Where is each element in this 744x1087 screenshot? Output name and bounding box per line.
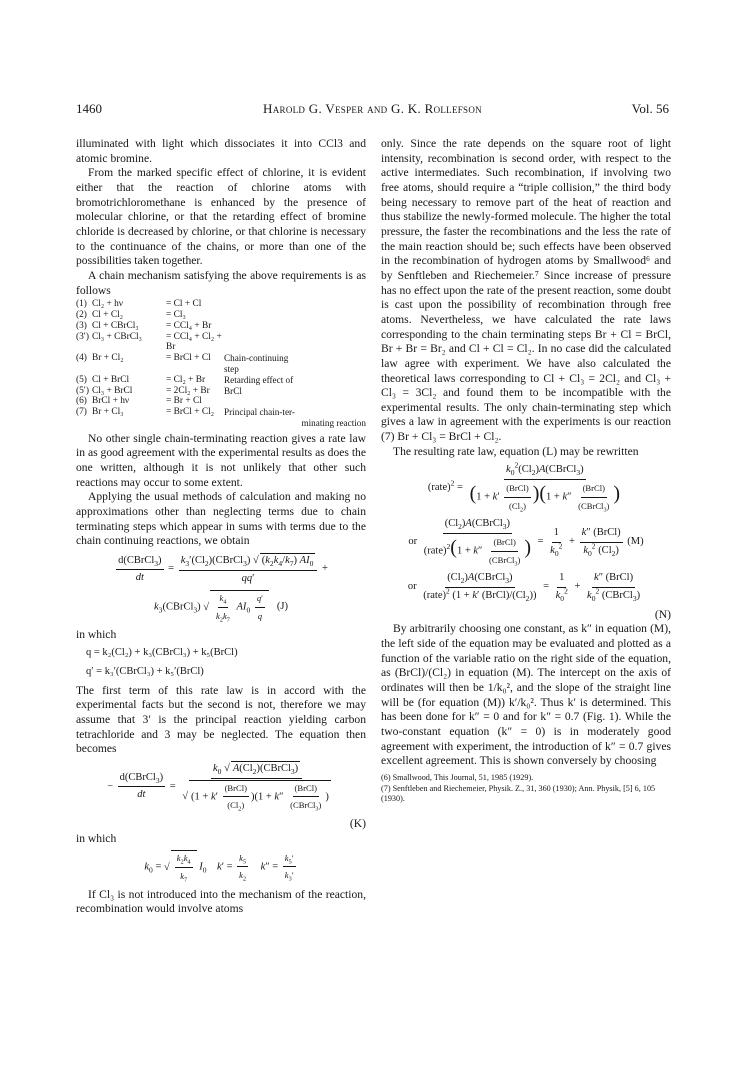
mechanism-note: minating reaction bbox=[301, 417, 366, 428]
mechanism-step: (3) Cl + CBrCl₃ = CCl₄ + Br bbox=[76, 320, 212, 331]
footnote-7: (7) Senftleben and Riechemeier, Physik. Z., 31, 360 (1930); Ann. Physik, [5] 6, 105 (1930). bbox=[381, 783, 656, 803]
right-column bbox=[381, 137, 671, 804]
equation-tag: (M) bbox=[627, 536, 644, 548]
k-definitions: $k_0$ = √ $\frac{k_2k_4}{k_7}$ $I_0$ k′ = $\frac{k_5}{k_2}$ k″ = $\frac{k_5'}{k_3'}$ bbox=[76, 850, 366, 883]
equation-tag: (N) bbox=[654, 607, 671, 621]
equation-tag: (K) bbox=[349, 816, 366, 830]
q-prime-definition: q′ = k₃′(CBrCl₃) + k₅′(BrCl) bbox=[86, 665, 204, 677]
mechanism-step: (6) BrCl + hν = Br + Cl bbox=[76, 396, 202, 407]
equation-J: $\frac{d(CBrCl_3)}{dt}$ = $\frac{k_3'(Cl_2)(CBrCl_3) √ (k_2k_4/k_7) AI_0}{qq'}$ + bbox=[76, 553, 366, 586]
paragraph: No other single chain-terminating reaction gives a rate law in as good agreement with the experimental results as does the one written, although it is not unlikely that other such reactions may occur to some extent. bbox=[76, 431, 366, 489]
mechanism-note: step bbox=[224, 364, 239, 374]
page-number: 1460 bbox=[76, 101, 102, 116]
equation-M: or $(Cl_2)A(CBrCl_3)$ (rate)$^2$(1 + k″ $\frac{\text{(BrCl)}}{(CBrCl_3)}$ ) = $\frac{1}{k_0^2}$ + $\frac{\text{k″ (BrCl)}}{k_0^2 (Cl_2)}$ (M) bbox=[408, 518, 644, 568]
in-which-label: in which bbox=[76, 627, 117, 641]
mechanism-step: (7) Br + Cl₃ = BrCl + Cl₂ Principal chain-ter- bbox=[76, 407, 295, 418]
paragraph: From the marked specific effect of chlorine, it is evident either that the reaction of chlorine atoms with bromotrichloromethane is enhanced by the presence of molecular chlorine, or that the retarding effect of bromine chloride is decreased by chlorine, or that chlorine is necessary to the continuance of the chains, or more than one of the possibilities taken together. bbox=[76, 166, 366, 268]
equation-J-second-term: $k_3(CBrCl_3)$ √ $\frac{k_4}{k_2k_7}$ $AI_0$ $\frac{q'}{q}$ (J) bbox=[76, 590, 366, 623]
paragraph: only. Since the rate depends on the square root of light intensity, recombination is second order, with respect to the active intermediates. Such recombination, if involving two free atoms, should require a “triple collision,” the third body being necessary to remove part of the heat of reaction and thus stabilize the newly-formed molecule. The higher the total pressure, the faster the recombinations and the less the rate of the main reaction should be; such effects have been observed in the recombination of hydrogen atoms by Smallwood⁶ and by Senftleben and Riechemeier.⁷ Since increase of pressure has no effect upon the rate of the present reaction, some doubt is cast upon the possibility of recombination through free atoms. Nevertheless, we have calculated the rate laws corresponding to the chain terminating steps Br + Cl = BrCl, Br + Br = Br₂ and Cl + Cl = Cl₂. In no case did the calculated law agree with experiment. We have also calculated the theoretical laws corresponding to Cl + Cl₃ = 2Cl₂ and Cl₃ + Cl₃ = 3Cl₂ and found them to be incompatible with the experimental results. The only chain-terminating step which gives a law in agreement with the experiments is our reaction (7) Br + Cl₃ = BrCl + Cl₂. bbox=[381, 137, 671, 444]
volume-label: Vol. 56 bbox=[631, 101, 669, 116]
reaction-mechanism bbox=[76, 299, 366, 429]
mechanism-step: (5) Cl + BrCl = Cl₂ + Br Retarding effect of bbox=[76, 374, 294, 385]
equation-tag: (J) bbox=[276, 600, 288, 612]
mechanism-step: (4) Br + Cl₂ = BrCl + Cl Chain-continuing bbox=[76, 353, 289, 364]
equation-K: − $\frac{d(CBrCl_3)}{dt}$ = $k_0$ √ $A(Cl_2)(CBrCl_3)$ √ (1 + k′ $\frac{\text{(BrCl)}}{(Cl_2)}$ )(1 + k″ $\frac{\text{(BrCl)}}{(CBrCl_3)}$ ) bbox=[76, 761, 366, 813]
paragraph: The first term of this rate law is in accord with the experimental facts but the second is not, therefore we may assume that 3′ is the principal reaction yielding carbon tetrachloride and 3 may be neglected. The equation then becomes bbox=[76, 683, 366, 756]
q-definition: q = k₂(Cl₂) + k₃(CBrCl₃) + k₅(BrCl) bbox=[86, 647, 238, 659]
in-which-label: in which bbox=[76, 831, 117, 845]
paragraph: The resulting rate law, equation (L) may be rewritten bbox=[393, 444, 639, 458]
paragraph: Applying the usual methods of calculation and making no approximations other than neglecting terms due to chain terminating steps which appear in sums with terms due to the chain continuing reactions, we obtain bbox=[76, 490, 366, 548]
paragraph: By arbitrarily choosing one constant, as k″ in equation (M), the left side of the equation may be evaluated and plotted as a function of the variable ratio on the right side of the equation, as (BrCl)/(Cl₂) in equation (M). The intercept on the axis of ordinates will then be 1/k₀², and the slope of the straight line will be (for equation (M)) k′/k₀². Thus k′ is determined. This has been done for k″ = 0 and for k″ = 0.7 (Fig. 1). While the two-constant equation (k″ = 0) is in moderately good agreement with experiment, the introduction of k″ = 0.7 gives excellent agreement. This is shown conversely by choosing bbox=[381, 622, 671, 768]
mechanism-step: (1) Cl₂ + hν = Cl + Cl bbox=[76, 299, 202, 310]
equation-L-rewrite: (rate)$^2$ = $k_0^2(Cl_2)A(CBrCl_3)$ (1 + k′ $\frac{\text{(BrCl)}}{(Cl_2)}$ )(1 + k″ $\frac{\text{(BrCl)}}{(CBrCl_3)}$ ) bbox=[427, 460, 621, 514]
mechanism-step: (2) Cl + Cl₂ = Cl₃ bbox=[76, 310, 186, 321]
equation-N: or $\frac{(Cl_2)A(CBrCl_3)}{(rate)^2 (1 + k' (BrCl)/(Cl_2))}$ = $\frac{1}{k_0^2}$ + $\frac{\text{k″ (BrCl)}}{k_0^2 (CBrCl_3)}$ bbox=[407, 572, 641, 604]
running-authors: Harold G. Vesper and G. K. Rollefson bbox=[263, 101, 482, 116]
footnote-6: (6) Smallwood, This Journal, 51, 1985 (1929). bbox=[381, 772, 534, 782]
mechanism-step: (5′) Cl₃ + BrCl = 2Cl₂ + Br BrCl bbox=[76, 385, 242, 396]
mechanism-step: (3′) Cl₃ + CBrCl₃ = CCl₄ + Cl₂ + Br bbox=[76, 331, 222, 353]
paragraph: illuminated with light which dissociates it into CCl3 and atomic bromine. bbox=[76, 137, 366, 165]
paragraph: If Cl₃ is not introduced into the mechanism of the reaction, recombination would involve atoms bbox=[76, 887, 366, 916]
running-header bbox=[76, 101, 669, 121]
left-column bbox=[76, 137, 366, 917]
paragraph: A chain mechanism satisfying the above requirements is as follows bbox=[76, 268, 366, 297]
